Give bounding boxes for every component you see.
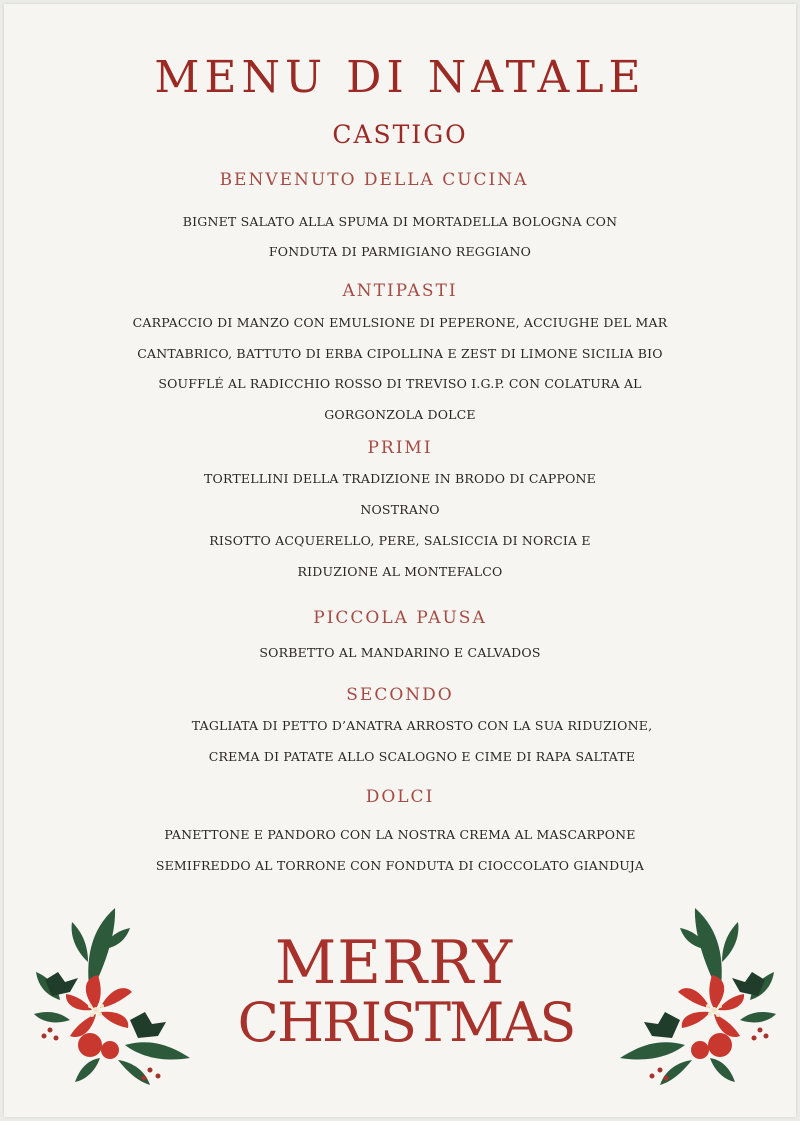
section-heading-dolci: DOLCI (365, 787, 435, 807)
section-heading-benvenuto: BENVENUTO DELLA CUCINA (219, 170, 529, 190)
menu-item-line: CARPACCIO DI MANZO CON EMULSIONE DI PEPERONE, ACCIUGHE DEL MAR (132, 315, 668, 330)
restaurant-name: CASTIGO (332, 120, 468, 149)
menu-item-line: TAGLIATA DI PETTO D’ANATRA ARROSTO CON LA SUA RIDUZIONE, (191, 718, 653, 733)
menu-page (4, 4, 796, 1117)
menu-title: MENU DI NATALE (154, 52, 646, 103)
menu-item-line: GORGONZOLA DOLCE (324, 407, 476, 422)
menu-item-line: RISOTTO ACQUERELLO, PERE, SALSICCIA DI NORCIA E (209, 533, 591, 548)
menu-item-line: NOSTRANO (360, 502, 440, 517)
menu-item-line: CREMA DI PATATE ALLO SCALOGNO E CIME DI RAPA SALTATE (208, 749, 636, 764)
menu-item-line: SOUFFLÉ AL RADICCHIO ROSSO DI TREVISO I.G.P. CON COLATURA AL (158, 376, 642, 391)
section-heading-secondo: SECONDO (346, 685, 454, 705)
menu-item-line: FONDUTA DI PARMIGIANO REGGIANO (268, 244, 532, 259)
menu-item-line: SORBETTO AL MANDARINO E CALVADOS (259, 645, 541, 660)
menu-item-line: RIDUZIONE AL MONTEFALCO (297, 564, 503, 579)
menu-item-line: TORTELLINI DELLA TRADIZIONE IN BRODO DI CAPPONE (203, 471, 596, 486)
poinsettia-bouquet-icon (610, 900, 780, 1090)
christmas-text: CHRISTMAS (237, 991, 575, 1054)
merry-text: MERRY (274, 928, 514, 998)
menu-item-line: CANTABRICO, BATTUTO DI ERBA CIPOLLINA E ZEST DI LIMONE SICILIA BIO (137, 346, 663, 361)
section-heading-antipasti: ANTIPASTI (342, 281, 458, 301)
menu-item-line: SEMIFREDDO AL TORRONE CON FONDUTA DI CIOCCOLATO GIANDUJA (155, 858, 645, 873)
menu-item-line: BIGNET SALATO ALLA SPUMA DI MORTADELLA BOLOGNA CON (182, 214, 618, 229)
section-heading-piccola-pausa: PICCOLA PAUSA (313, 608, 487, 628)
section-heading-primi: PRIMI (367, 438, 433, 458)
poinsettia-bouquet-icon (30, 900, 200, 1090)
menu-item-line: PANETTONE E PANDORO CON LA NOSTRA CREMA AL MASCARPONE (164, 827, 636, 842)
